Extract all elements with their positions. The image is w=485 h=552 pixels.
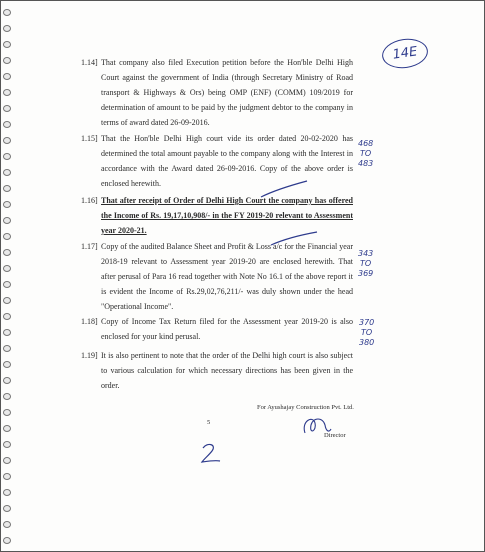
binder-hole (3, 441, 11, 448)
paragraph-number: 1.19] (81, 351, 98, 360)
binder-hole (3, 313, 11, 320)
binder-hole (3, 457, 11, 464)
binder-hole (3, 169, 11, 176)
binder-hole (3, 521, 11, 528)
paragraph-number: 1.14] (81, 58, 98, 67)
binder-hole (3, 489, 11, 496)
binder-hole (3, 217, 11, 224)
pen-tick-mark (259, 179, 311, 199)
binder-hole (3, 409, 11, 416)
margin-note-line: 380 (359, 338, 375, 347)
margin-note-line: 483 (358, 159, 374, 168)
binder-hole (3, 153, 11, 160)
binder-hole (3, 233, 11, 240)
pen-tick-mark (269, 229, 321, 249)
paragraph-text: That the Hon'ble Delhi High court vide its order dated 20-02-2020 has determined the total amount payable to the company along with the Interest in accordance with the Award dated 26-09-2016. Copy of the above order is enclosed herewith. (101, 134, 353, 188)
binder-hole (3, 473, 11, 480)
binder-hole (3, 345, 11, 352)
paragraph-number: 1.16] (81, 196, 98, 205)
binder-hole (3, 9, 11, 16)
binder-hole (3, 281, 11, 288)
binder-hole (3, 41, 11, 48)
paragraph-number: 1.17] (81, 242, 98, 251)
binder-hole (3, 121, 11, 128)
margin-note-line: TO (360, 149, 372, 158)
binder-hole (3, 377, 11, 384)
paragraph-text: That after receipt of Order of Delhi High Court the company has offered the Income of Rs. 19,17,10,908/- in the FY 2019-20 relevant to Assessment year 2020-21. (101, 196, 353, 235)
paragraph-number: 1.18] (81, 317, 98, 326)
binder-hole (3, 57, 11, 64)
margin-note-pages (359, 318, 374, 348)
binder-hole (3, 137, 11, 144)
margin-note-line: 370 (359, 318, 375, 327)
page-stamp: 14E (380, 36, 430, 71)
margin-note-line: 468 (358, 139, 374, 148)
margin-note-line: TO (361, 328, 373, 337)
binder-hole (3, 249, 11, 256)
paragraph-text: Copy of the audited Balance Sheet and Profit & Loss a/c for the Financial year 2018-19 relevant to Assessment year 2019-20 are enclosed herewith. That after perusal of Para 16 read together with Note No 16.1 of the above report it is evident the Income of Rs.29,02,76,211/- was duly shown under the head "Operational Income". (101, 242, 353, 311)
paragraph-text: That company also filed Execution petition before the Hon'ble Delhi High Court against the government of India (through Secretary Ministry of Road transport & Highways & Ors) being OMP (ENF) (COMM) 109/2019 for determination of amount to be paid by the judgment debtor to the company in terms of award dated 26-09-2016. (101, 58, 353, 127)
binder-hole (3, 505, 11, 512)
signatory-title: Director (324, 432, 346, 439)
binder-hole (3, 297, 11, 304)
paragraph-text: It is also pertinent to note that the order of the Delhi high court is also subject to various calculation for which necessary directions has been given in the order. (101, 351, 353, 390)
binder-hole (3, 73, 11, 80)
binder-hole (3, 329, 11, 336)
binder-hole (3, 89, 11, 96)
binder-hole (3, 361, 11, 368)
margin-note-line: 343 (358, 249, 374, 258)
binder-hole (3, 537, 11, 544)
company-name: For Ayushajay Construction Pvt. Ltd. (257, 404, 354, 411)
paragraph-number: 1.15] (81, 134, 98, 143)
binder-hole (3, 265, 11, 272)
binder-holes (1, 1, 13, 551)
margin-note-line: 369 (358, 269, 374, 278)
margin-note-pages (358, 249, 373, 279)
binder-hole (3, 425, 11, 432)
binder-hole (3, 105, 11, 112)
paragraph-text: Copy of Income Tax Return filed for the Assessment year 2019-20 is also enclosed for your kind perusal. (101, 317, 353, 341)
binder-hole (3, 185, 11, 192)
page-number: 5 (207, 419, 211, 426)
binder-hole (3, 25, 11, 32)
margin-note-line: TO (360, 259, 372, 268)
paragraph-1-15 (81, 131, 353, 191)
margin-note-pages (358, 139, 373, 169)
binder-hole (3, 201, 11, 208)
paragraph-1-18 (81, 314, 353, 344)
paragraph-1-14 (81, 55, 353, 130)
paragraph-1-17 (81, 239, 353, 314)
paragraph-1-19 (81, 348, 353, 393)
binder-hole (3, 393, 11, 400)
handwritten-mark (199, 441, 223, 465)
